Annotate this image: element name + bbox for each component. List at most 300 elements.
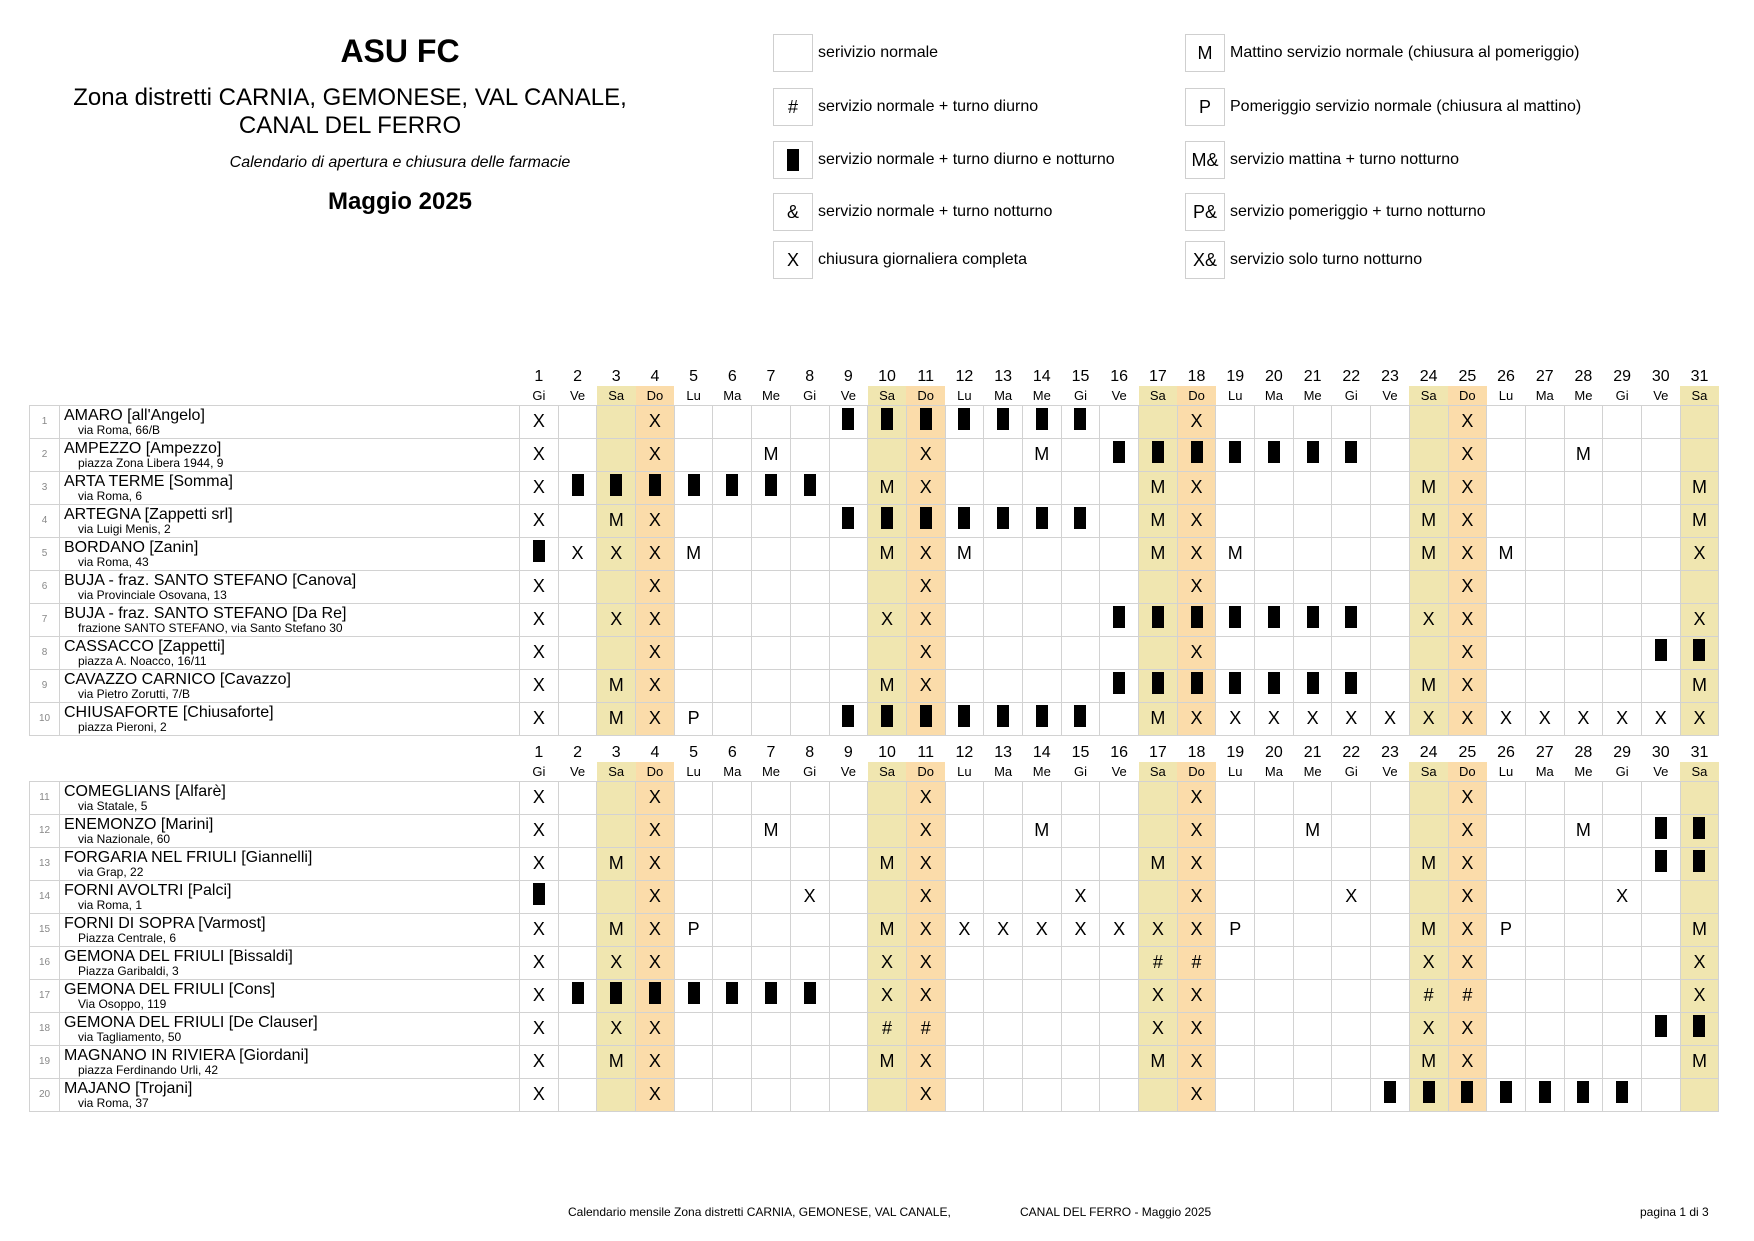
row-number: 10 [30, 702, 60, 735]
weekday-name: Sa [597, 386, 636, 405]
schedule-cell: X [906, 669, 945, 702]
day-number: 19 [1226, 744, 1245, 761]
schedule-cell: X [1641, 702, 1680, 735]
schedule-cell [1293, 669, 1332, 702]
schedule-cell [752, 669, 791, 702]
pharmacy-name: AMARO [all'Angelo] [64, 406, 205, 424]
pharmacy-address: via Statale, 5 [78, 798, 148, 813]
pharmacy-row [30, 603, 1719, 636]
schedule-cell [1061, 504, 1100, 537]
schedule-cell: M [1139, 847, 1178, 880]
schedule-cell [984, 570, 1023, 603]
schedule-cell [1255, 979, 1294, 1012]
weekday-name: Gi [1615, 387, 1629, 403]
schedule-cell: M [1139, 702, 1178, 735]
schedule-cell: X [636, 880, 675, 913]
schedule-cell: X [1139, 913, 1178, 946]
night-shift-block-icon [1345, 606, 1357, 628]
night-shift-block-icon [1191, 606, 1203, 628]
schedule-cell [984, 669, 1023, 702]
schedule-cell [1022, 504, 1061, 537]
schedule-cell [752, 471, 791, 504]
schedule-cell [1100, 570, 1139, 603]
schedule-cell [1332, 504, 1371, 537]
schedule-cell [1487, 471, 1526, 504]
schedule-cell [1061, 405, 1100, 438]
schedule-cell [1680, 570, 1719, 603]
schedule-cell [1487, 1078, 1526, 1111]
schedule-cell [1022, 669, 1061, 702]
schedule-cell [558, 504, 597, 537]
schedule-cell: M [868, 847, 907, 880]
schedule-cell [636, 979, 675, 1012]
schedule-cell: M [597, 504, 636, 537]
schedule-cell: X [636, 946, 675, 979]
row-number: 2 [30, 438, 60, 471]
weekday-name: Ve [1653, 387, 1669, 403]
weekday-name: Ma [994, 387, 1013, 403]
schedule-cell [1525, 636, 1564, 669]
schedule-cell [1641, 504, 1680, 537]
pharmacy-name: MAGNANO IN RIVIERA [Giordani] [64, 1046, 309, 1064]
schedule-cell [790, 781, 829, 814]
day-number: 6 [727, 744, 737, 761]
schedule-cell [1371, 913, 1410, 946]
schedule-cell [752, 702, 791, 735]
schedule-cell [1332, 1012, 1371, 1045]
schedule-cell [1293, 471, 1332, 504]
night-shift-block-icon [1074, 408, 1086, 430]
weekday-name: Me [1303, 387, 1322, 403]
weekday-name: Ve [1382, 387, 1398, 403]
schedule-cell [945, 603, 984, 636]
row-number: 20 [30, 1078, 60, 1111]
schedule-cell [1409, 781, 1448, 814]
schedule-cell: X [1603, 702, 1642, 735]
day-number: 15 [1071, 368, 1090, 385]
schedule-cell: X [1448, 847, 1487, 880]
schedule-cell: X [1448, 438, 1487, 471]
schedule-cell [829, 504, 868, 537]
schedule-cell [1100, 537, 1139, 570]
schedule-cell [1564, 504, 1603, 537]
night-shift-block-icon [958, 705, 970, 727]
schedule-cell [1061, 603, 1100, 636]
night-shift-block-icon [1693, 639, 1705, 661]
schedule-cell [1603, 636, 1642, 669]
schedule-cell [1332, 814, 1371, 847]
schedule-cell [1100, 471, 1139, 504]
schedule-cell [868, 781, 907, 814]
schedule-cell [1525, 979, 1564, 1012]
schedule-cell [945, 880, 984, 913]
schedule-cell [674, 781, 713, 814]
schedule-cell [1061, 814, 1100, 847]
schedule-cell [1641, 847, 1680, 880]
pharmacy-address: via Tagliamento, 50 [78, 1029, 182, 1044]
schedule-cell: X [1177, 1045, 1216, 1078]
schedule-cell [713, 669, 752, 702]
schedule-cell [1100, 781, 1139, 814]
schedule-cell: M [597, 702, 636, 735]
schedule-cell: X [1177, 570, 1216, 603]
schedule-cell [790, 504, 829, 537]
schedule-cell [713, 405, 752, 438]
pharmacy-row [30, 438, 1719, 471]
schedule-cell [906, 504, 945, 537]
schedule-cell [1293, 438, 1332, 471]
schedule-cell [868, 1078, 907, 1111]
schedule-cell: M [752, 814, 791, 847]
schedule-cell [1255, 438, 1294, 471]
day-number: 6 [727, 368, 737, 385]
pharmacy-name: FORNI DI SOPRA [Varmost] [64, 914, 266, 932]
pharmacy-name: CASSACCO [Zappetti] [64, 637, 225, 655]
pharmacy-cell [60, 814, 520, 847]
schedule-cell [1332, 471, 1371, 504]
pharmacy-row [30, 669, 1719, 702]
schedule-cell [752, 946, 791, 979]
schedule-cell [674, 438, 713, 471]
legend-item [773, 140, 1115, 180]
schedule-cell: X [906, 781, 945, 814]
legend-label: servizio normale + turno diurno [818, 98, 1039, 115]
schedule-cell [1525, 814, 1564, 847]
schedule-cell [752, 603, 791, 636]
schedule-cell [597, 471, 636, 504]
day-number: 14 [1032, 744, 1051, 761]
schedule-cell: X [1448, 537, 1487, 570]
weekday-name: Do [1448, 386, 1487, 405]
schedule-cell: X [520, 570, 559, 603]
day-number: 30 [1651, 368, 1670, 385]
schedule-cell [1293, 636, 1332, 669]
day-number: 16 [1110, 368, 1129, 385]
pharmacy-cell [60, 1045, 520, 1078]
weekday-name: Do [636, 386, 675, 405]
schedule-cell [1022, 603, 1061, 636]
schedule-cell [1332, 669, 1371, 702]
schedule-cell [1525, 1012, 1564, 1045]
schedule-cell [1216, 946, 1255, 979]
pharmacy-name: ARTA TERME [Somma] [64, 472, 233, 490]
schedule-cell: M [1409, 537, 1448, 570]
schedule-cell [1255, 880, 1294, 913]
schedule-cell [558, 405, 597, 438]
pharmacy-address: piazza Ferdinando Urli, 42 [78, 1062, 219, 1077]
schedule-cell [1216, 847, 1255, 880]
pharmacy-name: FORGARIA NEL FRIULI [Giannelli] [64, 848, 313, 866]
schedule-cell [1293, 405, 1332, 438]
schedule-cell [713, 847, 752, 880]
schedule-cell [1139, 1078, 1178, 1111]
schedule-cell [1487, 438, 1526, 471]
schedule-cell: M [1680, 504, 1719, 537]
schedule-cell: X [1448, 471, 1487, 504]
night-shift-block-icon [787, 149, 799, 171]
weekday-name: Ve [840, 763, 856, 779]
schedule-cell: X [636, 1045, 675, 1078]
schedule-cell [1332, 1078, 1371, 1111]
schedule-cell: P [1216, 913, 1255, 946]
schedule-cell: M [1564, 814, 1603, 847]
schedule-cell: X [1177, 847, 1216, 880]
schedule-cell: X [520, 913, 559, 946]
night-shift-block-icon [842, 408, 854, 430]
schedule-cell [868, 814, 907, 847]
schedule-cell [1371, 405, 1410, 438]
pharmacy-name: BORDANO [Zanin] [64, 538, 199, 556]
pharmacy-cell [60, 702, 520, 735]
schedule-cell [1680, 405, 1719, 438]
weekday-name: Ma [1535, 387, 1554, 403]
schedule-cell [1603, 405, 1642, 438]
weekday-name: Do [906, 386, 945, 405]
schedule-cell [597, 814, 636, 847]
schedule-cell [1641, 880, 1680, 913]
schedule-cell: X [1061, 913, 1100, 946]
schedule-cell: X [906, 913, 945, 946]
schedule-cell [1022, 405, 1061, 438]
schedule-cell: X [1409, 946, 1448, 979]
schedule-cell [1332, 636, 1371, 669]
schedule-cell [1603, 438, 1642, 471]
schedule-cell [1139, 814, 1178, 847]
schedule-cell [1255, 847, 1294, 880]
day-number: 9 [843, 368, 853, 385]
schedule-cell [1022, 847, 1061, 880]
weekday-name: Gi [532, 387, 546, 403]
schedule-cell: X [1177, 537, 1216, 570]
schedule-cell [752, 880, 791, 913]
schedule-cell: M [752, 438, 791, 471]
schedule-cell [1409, 405, 1448, 438]
night-shift-block-icon [1500, 1081, 1512, 1103]
schedule-cell [752, 636, 791, 669]
schedule-cell [906, 702, 945, 735]
schedule-cell [984, 781, 1023, 814]
schedule-cell [1371, 570, 1410, 603]
night-shift-block-icon [610, 474, 622, 496]
pharmacy-name: AMPEZZO [Ampezzo] [64, 439, 222, 457]
legend-label: servizio mattina + turno notturno [1230, 151, 1460, 168]
day-number: 27 [1535, 368, 1554, 385]
night-shift-block-icon [842, 705, 854, 727]
schedule-cell [713, 636, 752, 669]
schedule-cell: X [636, 438, 675, 471]
schedule-cell [1100, 603, 1139, 636]
schedule-cell: X [1177, 405, 1216, 438]
day-number: 4 [650, 744, 660, 761]
schedule-cell: X [1448, 570, 1487, 603]
schedule-cell [829, 946, 868, 979]
schedule-cell [752, 1045, 791, 1078]
legend-item [773, 240, 1027, 280]
pharmacy-row [30, 504, 1719, 537]
weekday-name: Me [1574, 763, 1593, 779]
schedule-cell [1680, 880, 1719, 913]
night-shift-block-icon [1693, 817, 1705, 839]
weekday-name: Ve [840, 387, 856, 403]
weekday-name: Me [1303, 763, 1322, 779]
schedule-cell [1061, 979, 1100, 1012]
weekday-name: Me [761, 763, 780, 779]
schedule-cell: X [1487, 702, 1526, 735]
schedule-cell [1332, 946, 1371, 979]
schedule-cell [1100, 1078, 1139, 1111]
schedule-cell [829, 880, 868, 913]
day-number: 30 [1651, 744, 1670, 761]
weekday-name: Me [1032, 387, 1051, 403]
schedule-cell [1487, 814, 1526, 847]
schedule-cell [1564, 537, 1603, 570]
schedule-cell: X [1448, 814, 1487, 847]
schedule-cell [1680, 438, 1719, 471]
schedule-cell: M [1409, 504, 1448, 537]
night-shift-block-icon [533, 883, 545, 905]
pharmacy-row [30, 471, 1719, 504]
weekday-name: Gi [1615, 763, 1629, 779]
schedule-cell [558, 570, 597, 603]
schedule-cell [713, 979, 752, 1012]
schedule-cell [829, 471, 868, 504]
weekday-name: Sa [597, 762, 636, 781]
schedule-cell: X [945, 913, 984, 946]
schedule-cell [1216, 1078, 1255, 1111]
schedule-cell [829, 847, 868, 880]
schedule-cell [558, 1078, 597, 1111]
schedule-cell [945, 1045, 984, 1078]
legend-symbol-box: X& [1185, 241, 1225, 279]
schedule-cell: X [558, 537, 597, 570]
day-number: 15 [1071, 744, 1090, 761]
weekday-name: Gi [1073, 387, 1087, 403]
pharmacy-address: via Roma, 1 [78, 897, 143, 912]
schedule-cell [674, 471, 713, 504]
day-number: 1 [534, 744, 544, 761]
schedule-cell: P [1487, 913, 1526, 946]
night-shift-block-icon [649, 474, 661, 496]
footer-left: Calendario mensile Zona distretti CARNIA, GEMONESE, VAL CANALE, [568, 1205, 951, 1219]
schedule-cell [1487, 636, 1526, 669]
schedule-cell [1641, 814, 1680, 847]
schedule-cell [1525, 405, 1564, 438]
night-shift-block-icon [881, 408, 893, 430]
schedule-cell [1564, 669, 1603, 702]
schedule-cell: X [984, 913, 1023, 946]
night-shift-block-icon [1307, 441, 1319, 463]
schedule-cell [868, 880, 907, 913]
schedule-cell [790, 1012, 829, 1045]
schedule-cell: M [1680, 913, 1719, 946]
schedule-cell: X [868, 603, 907, 636]
schedule-cell [829, 702, 868, 735]
schedule-cell [1139, 781, 1178, 814]
pharmacy-cell [60, 603, 520, 636]
schedule-cell [1255, 471, 1294, 504]
night-shift-block-icon [1423, 1081, 1435, 1103]
schedule-cell [1680, 781, 1719, 814]
row-number: 5 [30, 537, 60, 570]
schedule-cell [1139, 669, 1178, 702]
schedule-cell [1371, 438, 1410, 471]
schedule-cell: M [1409, 913, 1448, 946]
schedule-cell: X [1216, 702, 1255, 735]
schedule-cell [1139, 880, 1178, 913]
schedule-cell: X [1177, 471, 1216, 504]
day-number: 26 [1497, 368, 1515, 385]
schedule-cell [1216, 1045, 1255, 1078]
schedule-cell [1525, 669, 1564, 702]
day-number: 22 [1342, 744, 1361, 761]
schedule-cell [1564, 471, 1603, 504]
schedule-cell: X [520, 979, 559, 1012]
schedule-cell [1332, 405, 1371, 438]
schedule-cell [520, 880, 559, 913]
schedule-cell [1525, 471, 1564, 504]
schedule-cell [1371, 603, 1410, 636]
day-number: 27 [1535, 744, 1554, 761]
day-number: 13 [994, 368, 1012, 385]
row-number: 7 [30, 603, 60, 636]
schedule-cell [1255, 814, 1294, 847]
night-shift-block-icon [1074, 507, 1086, 529]
day-number: 10 [878, 744, 896, 761]
pharmacy-cell [60, 570, 520, 603]
schedule-cell: X [1177, 880, 1216, 913]
weekday-name: Ve [569, 387, 586, 403]
schedule-cell: M [597, 1045, 636, 1078]
schedule-cell [674, 946, 713, 979]
day-number-row [30, 740, 1719, 762]
schedule-cell [1177, 438, 1216, 471]
day-number: 19 [1226, 368, 1245, 385]
schedule-cell: X [1448, 405, 1487, 438]
schedule-cell [752, 781, 791, 814]
schedule-cell [1255, 504, 1294, 537]
schedule-cell [1100, 979, 1139, 1012]
schedule-cell [1022, 471, 1061, 504]
day-number: 21 [1303, 368, 1322, 385]
schedule-cell [1061, 1078, 1100, 1111]
schedule-cell [558, 913, 597, 946]
weekday-name: Sa [868, 386, 907, 405]
schedule-cell [674, 1078, 713, 1111]
calendar-table-part-2 [29, 740, 1719, 1112]
schedule-cell [1332, 537, 1371, 570]
schedule-cell [1641, 913, 1680, 946]
day-number: 20 [1265, 368, 1283, 385]
schedule-cell: X [906, 603, 945, 636]
schedule-cell [1603, 946, 1642, 979]
night-shift-block-icon [1655, 1015, 1667, 1037]
schedule-cell [1022, 979, 1061, 1012]
day-number: 23 [1381, 368, 1399, 385]
schedule-cell: M [1409, 1045, 1448, 1078]
schedule-cell [1255, 669, 1294, 702]
schedule-cell [829, 1045, 868, 1078]
pharmacy-name: GEMONA DEL FRIULI [De Clauser] [64, 1013, 318, 1031]
schedule-cell [1061, 570, 1100, 603]
schedule-cell: X [1332, 880, 1371, 913]
schedule-cell [1332, 1045, 1371, 1078]
night-shift-block-icon [1307, 606, 1319, 628]
schedule-cell: M [1409, 471, 1448, 504]
day-number: 26 [1497, 744, 1515, 761]
schedule-cell [1293, 979, 1332, 1012]
schedule-cell: X [906, 880, 945, 913]
day-number-row [30, 364, 1719, 386]
